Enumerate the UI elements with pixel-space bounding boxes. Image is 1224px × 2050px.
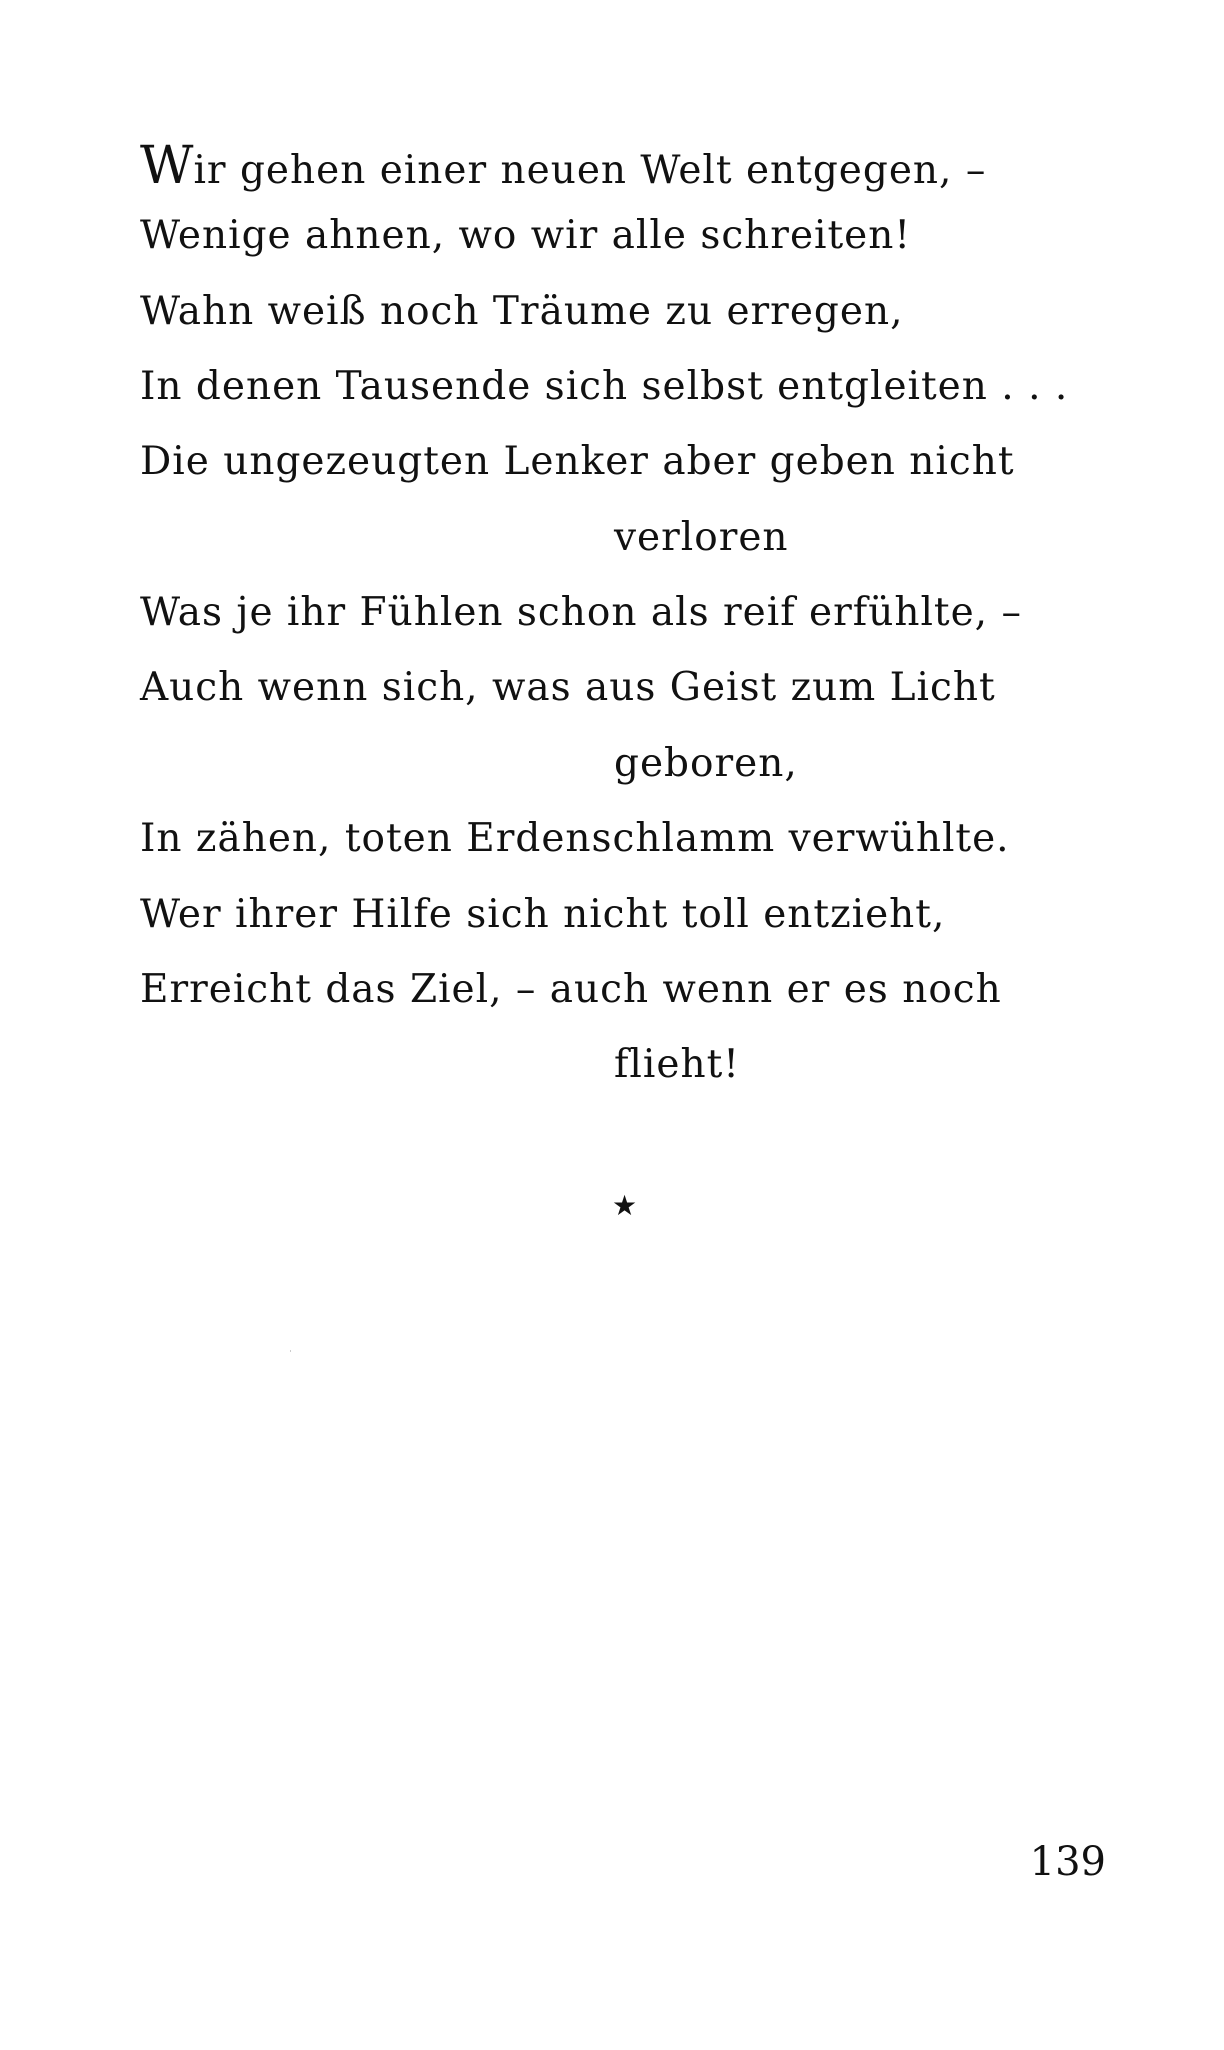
poem-line-3: Wahn weiß noch Träume zu erregen, xyxy=(140,289,904,334)
poem-line-5-continuation: verloren xyxy=(614,515,789,560)
poem-line-8: In zähen, toten Erdenschlamm verwühlte. xyxy=(140,816,1010,861)
drop-initial: W xyxy=(140,136,194,196)
poem-line-9: Wer ihrer Hilfe sich nicht toll entzieht, xyxy=(140,892,946,937)
paper-speck xyxy=(290,1350,291,1352)
poem-line-1 xyxy=(140,136,987,196)
poem-line-5: Die ungezeugten Lenker aber geben nicht xyxy=(140,439,1015,484)
poem-line-6: Was je ihr Fühlen schon als reif erfühlte, – xyxy=(140,590,1022,635)
poem-line-7: Auch wenn sich, was aus Geist zum Licht xyxy=(140,665,996,710)
poem-line-2: Wenige ahnen, wo wir alle schreiten! xyxy=(140,213,912,258)
page-number: 139 xyxy=(1029,1839,1106,1885)
poem-line-10: Erreicht das Ziel, – auch wenn er es noch xyxy=(140,967,1002,1012)
poem-line-7-continuation: geboren, xyxy=(614,741,798,786)
poem-line-1-text: ir gehen einer neuen Welt entgegen, – xyxy=(193,148,987,193)
poem-line-4: In denen Tausende sich selbst entgleiten . . . xyxy=(140,364,1069,409)
star-separator-icon: ★ xyxy=(612,1189,638,1222)
poem-line-10-continuation: flieht! xyxy=(614,1042,740,1087)
